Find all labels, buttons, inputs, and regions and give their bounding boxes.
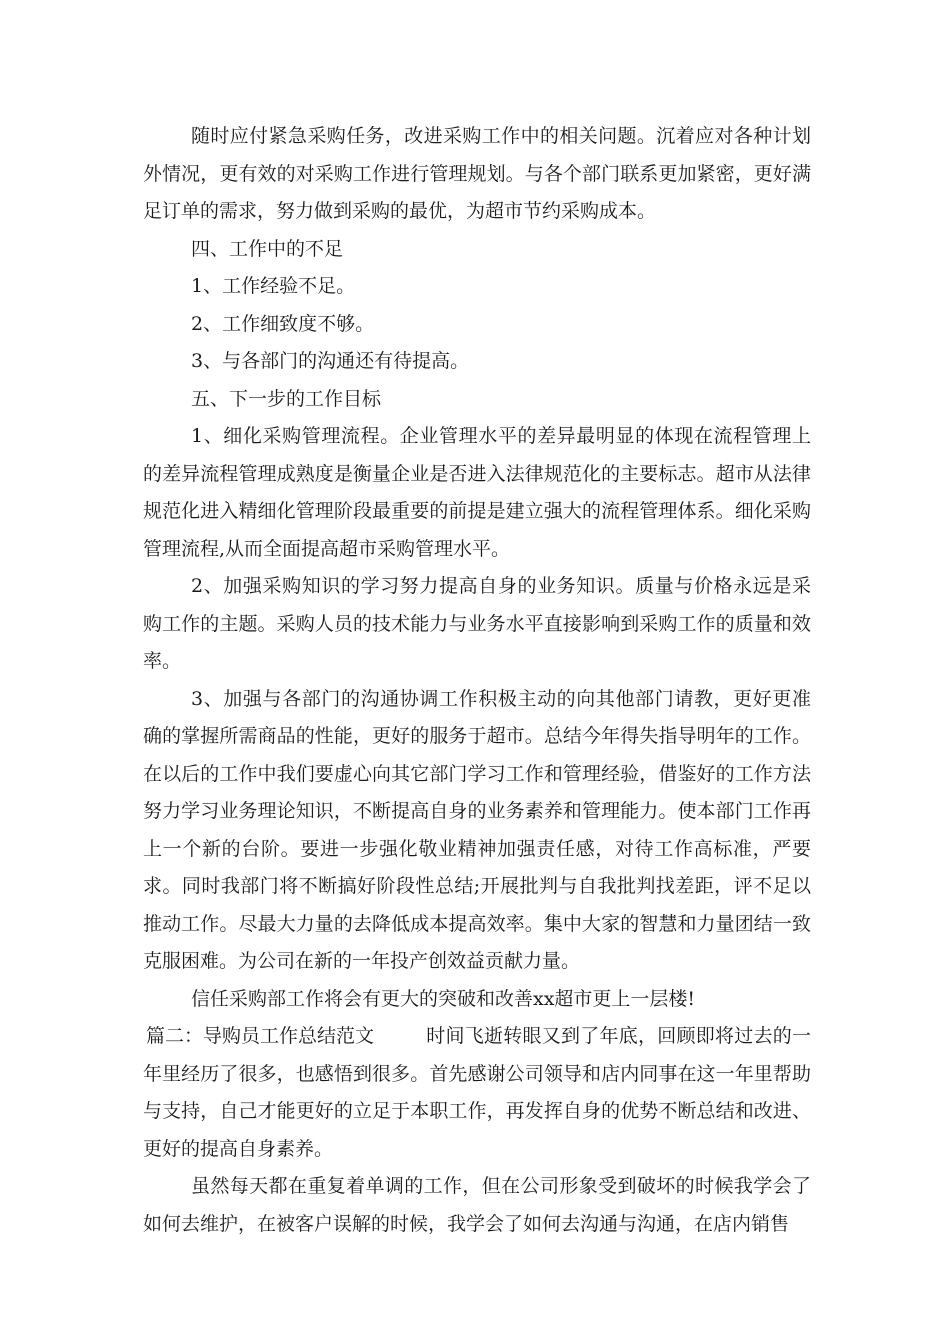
- list-item-shortcoming-1: 1、工作经验不足。: [191, 275, 356, 297]
- document-page: [143, 118, 811, 1243]
- paragraph-procurement-tasks: 随时应付紧急采购任务，改进采购工作中的相关问题。沉着应对各种计划外情况，更有效的对采购工作进行管理规划。与各个部门联系更加紧密，更好满足订单的需求，努力做到采购的最优，为超市节约采购成本。: [143, 125, 811, 222]
- paragraph-daily-work: 虽然每天都在重复着单调的工作，但在公司形象受到破坏的时候我学会了如何去维护，在被客户误解的时候，我学会了如何去沟通与沟通，在店内销售: [143, 1175, 811, 1235]
- section-heading-shortcomings: 四、工作中的不足: [191, 237, 344, 260]
- list-item-shortcoming-2: 2、工作细致度不够。: [191, 312, 375, 335]
- paragraph-part-two: [143, 1018, 811, 1168]
- list-item-shortcoming-3: 3、与各部门的沟通还有待提高。: [191, 350, 470, 372]
- paragraph-goal-3: 3、加强与各部门的沟通协调工作积极主动的向其他部门请教，更好更准确的掌握所需商品的性能，更好的服务于超市。总结今年得失指导明年的工作。在以后的工作中我们要虚心向其它部门学习工作和管理经验，借鉴好的工作方法努力学习业务理论知识，不断提高自身的业务素养和管理能力。使本部门工作再上一个新的台阶。要进一步强化敬业精神加强责任感，对待工作高标准，严要求。同时我部门将不断搞好阶段性总结;开展批判与自我批判找差距，评不足以推动工作。尽最大力量的去降低成本提高效率。集中大家的智慧和力量团结一致克服困难。为公司在新的一年投产创效益贡献力量。: [143, 687, 811, 972]
- paragraph-closing: 信任采购部工作将会有更大的突破和改善xx超市更上一层楼!: [191, 987, 696, 1010]
- part-two-title: 篇二：导购员工作总结范文: [146, 1025, 375, 1047]
- part-two-intro: 时间飞逝转眼又到了年底，回顾即将过去的一年里经历了很多，也感悟到很多。首先感谢公司领导和店内同事在这一年里帮助与支持，自己才能更好的立足于本职工作，再发挥自身的优势不断总结和改进、更好的提高自身素养。: [143, 1025, 811, 1160]
- paragraph-goal-2: 2、加强采购知识的学习努力提高自身的业务知识。质量与价格永远是采购工作的主题。采购人员的技术能力与业务水平直接影响到采购工作的质量和效率。: [143, 575, 811, 672]
- paragraph-goal-1: 1、细化采购管理流程。企业管理水平的差异最明显的体现在流程管理上的差异流程管理成熟度是衡量企业是否进入法律规范化的主要标志。超市从法律规范化进入精细化管理阶段最重要的前提是建立强大的流程管理体系。细化采购管理流程,从而全面提高超市采购管理水平。: [143, 425, 811, 560]
- section-heading-next-goals: 五、下一步的工作目标: [191, 387, 382, 410]
